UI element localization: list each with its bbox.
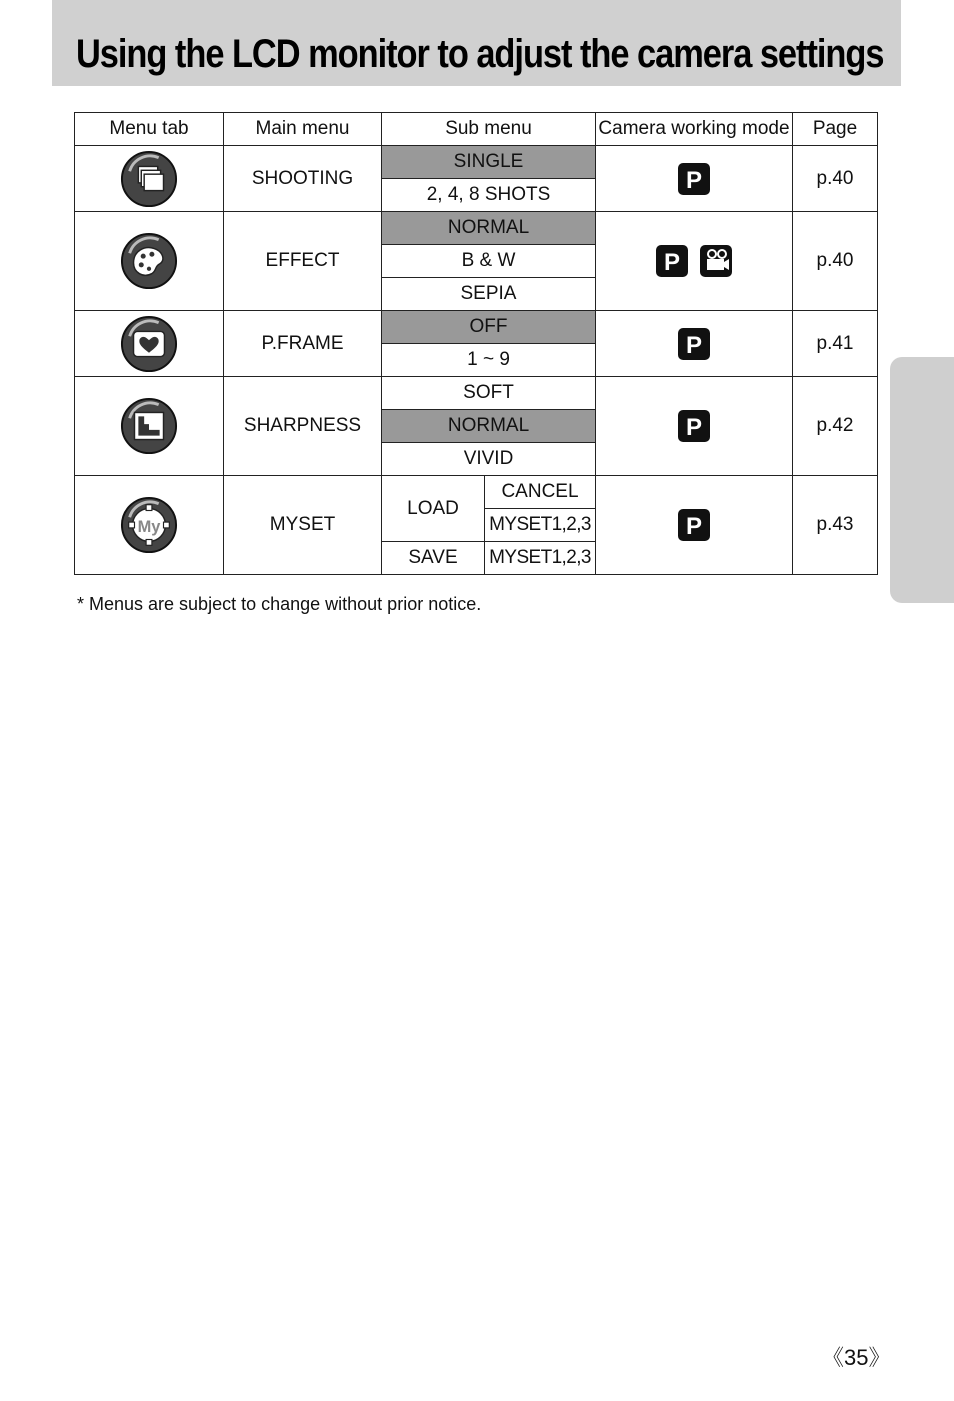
movie-mode-icon bbox=[699, 244, 733, 278]
svg-text:P: P bbox=[685, 414, 703, 441]
page-ref-cell: p.42 bbox=[793, 377, 878, 476]
sub-menu-cell: 2, 4, 8 SHOTS bbox=[382, 179, 596, 212]
table-row bbox=[75, 476, 878, 509]
program-mode-icon bbox=[677, 508, 711, 542]
camera-mode-cell bbox=[596, 212, 793, 311]
menu-tab-cell bbox=[75, 377, 224, 476]
photo-frame-tab-icon bbox=[120, 315, 178, 373]
settings-table bbox=[74, 112, 878, 575]
svg-text:My: My bbox=[137, 517, 161, 536]
page-ref-cell: p.40 bbox=[793, 146, 878, 212]
svg-text:P: P bbox=[663, 249, 681, 276]
main-menu-cell: P.FRAME bbox=[224, 311, 382, 377]
save-cell: SAVE bbox=[382, 542, 485, 575]
footnote: * Menus are subject to change without prior notice. bbox=[77, 594, 482, 614]
main-menu-cell: EFFECT bbox=[224, 212, 382, 311]
title-banner bbox=[52, 0, 901, 86]
menu-tab-cell bbox=[75, 476, 224, 575]
sub-menu-cell: SINGLE bbox=[382, 146, 596, 179]
page-ref-cell: p.40 bbox=[793, 212, 878, 311]
camera-mode-cell bbox=[596, 476, 793, 575]
program-mode-icon bbox=[677, 162, 711, 196]
table-row bbox=[75, 146, 878, 179]
table-row bbox=[75, 311, 878, 344]
sub-menu-cell: NORMAL bbox=[382, 410, 596, 443]
main-menu-cell: SHOOTING bbox=[224, 146, 382, 212]
main-menu-cell: SHARPNESS bbox=[224, 377, 382, 476]
camera-mode-cell bbox=[596, 146, 793, 212]
page-ref-cell: p.41 bbox=[793, 311, 878, 377]
main-menu-cell: MYSET bbox=[224, 476, 382, 575]
shooting-tab-icon bbox=[120, 150, 178, 208]
table-header-row bbox=[75, 113, 878, 146]
myset-tab-icon bbox=[120, 496, 178, 554]
load-cell: LOAD bbox=[382, 476, 485, 542]
program-mode-icon bbox=[677, 327, 711, 361]
header-page: Page bbox=[793, 113, 878, 146]
program-mode-icon bbox=[655, 244, 689, 278]
svg-text:P: P bbox=[685, 166, 703, 194]
svg-text:P: P bbox=[685, 331, 703, 359]
table-row bbox=[75, 212, 878, 245]
sub-menu-cell: MYSET1,2,3 bbox=[485, 509, 596, 542]
header-sub-menu: Sub menu bbox=[382, 113, 596, 146]
sub-menu-cell: SEPIA bbox=[382, 278, 596, 311]
effect-tab-icon bbox=[120, 232, 178, 290]
menu-tab-cell bbox=[75, 311, 224, 377]
menu-tab-cell bbox=[75, 146, 224, 212]
sub-menu-cell: CANCEL bbox=[485, 476, 596, 509]
menu-tab-cell bbox=[75, 212, 224, 311]
sub-menu-cell: VIVID bbox=[382, 443, 596, 476]
camera-mode-cell bbox=[596, 311, 793, 377]
page-number: 《35》 bbox=[822, 1345, 891, 1370]
sub-menu-cell: MYSET1,2,3 bbox=[485, 542, 596, 575]
header-menu-tab: Menu tab bbox=[75, 113, 224, 146]
table-row bbox=[75, 377, 878, 410]
camera-mode-cell bbox=[596, 377, 793, 476]
sharpness-tab-icon bbox=[120, 397, 178, 455]
header-main-menu: Main menu bbox=[224, 113, 382, 146]
page-title: Using the LCD monitor to adjust the camera settings bbox=[76, 32, 884, 76]
page-ref-cell: p.43 bbox=[793, 476, 878, 575]
header-camera-working-mode: Camera working mode bbox=[596, 113, 793, 146]
side-thumb-tab bbox=[890, 357, 954, 603]
svg-text:P: P bbox=[685, 513, 703, 540]
sub-menu-cell: B & W bbox=[382, 245, 596, 278]
sub-menu-cell: NORMAL bbox=[382, 212, 596, 245]
sub-menu-cell: OFF bbox=[382, 311, 596, 344]
program-mode-icon bbox=[677, 409, 711, 443]
sub-menu-cell: 1 ~ 9 bbox=[382, 344, 596, 377]
sub-menu-cell: SOFT bbox=[382, 377, 596, 410]
